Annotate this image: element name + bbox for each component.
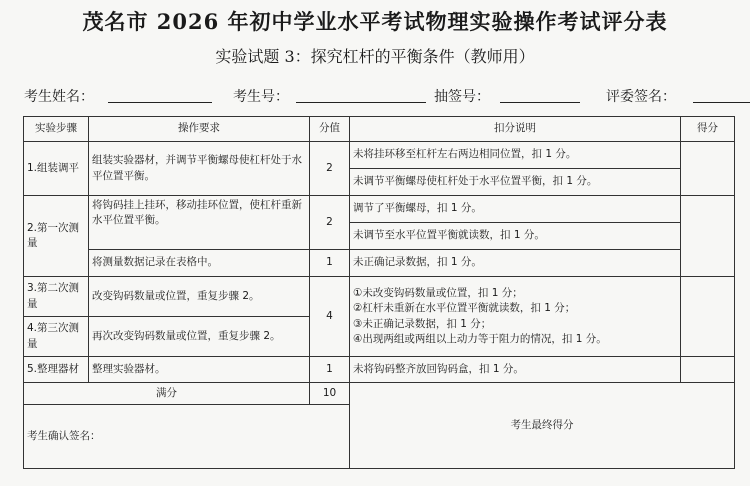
score-cell[interactable] (681, 196, 735, 277)
header-deduction: 扣分说明 (350, 117, 681, 142)
step-cell: 2.第一次测量 (24, 196, 89, 277)
points-cell: 2 (310, 142, 350, 196)
points-cell: 2 (310, 196, 350, 250)
points-cell: 4 (310, 277, 350, 357)
points-cell: 1 (310, 357, 350, 383)
examiner-sign-label: 评委签名： (606, 89, 676, 105)
page-subtitle: 实验试题 3：探究杠杆的平衡条件（教师用） (215, 47, 535, 66)
full-score-row (24, 383, 735, 405)
deduction-cell (350, 277, 681, 357)
operation-cell: 将测量数据记录在表格中。 (89, 250, 310, 277)
examiner-sign-field[interactable] (693, 102, 750, 103)
exam-no-label: 考生号： (233, 89, 289, 105)
student-name-field[interactable] (108, 102, 212, 103)
table-row (24, 357, 735, 383)
deduction-item: ①未改变钩码数量或位置，扣 1 分； (353, 287, 523, 300)
step-cell: 1.组装调平 (24, 142, 89, 196)
deduction-item: ④出现两组或两组以上动力等于阻力的情况，扣 1 分。 (353, 332, 607, 345)
draw-no-field[interactable] (500, 102, 580, 103)
deduction-cell: 未调节至水平位置平衡就读数，扣 1 分。 (350, 223, 681, 250)
score-cell[interactable] (681, 142, 735, 196)
points-cell: 1 (310, 250, 350, 277)
deduction-item: ②杠杆未重新在水平位置平衡就读数，扣 1 分； (353, 302, 576, 315)
page-title: 茂名市 2026 年初中学业水平考试物理实验操作考试评分表 (82, 9, 668, 34)
operation-cell: 改变钩码数量或位置，重复步骤 2。 (89, 277, 310, 317)
operation-cell: 整理实验器材。 (89, 357, 310, 383)
table-row (24, 196, 735, 223)
header-points: 分值 (310, 117, 350, 142)
header-operation: 操作要求 (89, 117, 310, 142)
deduction-item: ③未正确记录数据，扣 1 分； (353, 317, 492, 330)
deduction-cell: 未将挂环移至杠杆左右两边相同位置，扣 1 分。 (350, 142, 681, 169)
score-cell[interactable] (681, 277, 735, 357)
score-table (23, 116, 735, 469)
table-row (24, 277, 735, 317)
step-cell: 5.整理器材 (24, 357, 89, 383)
student-confirm-signature[interactable]: 考生确认签名： (24, 405, 350, 469)
table-row (24, 142, 735, 169)
full-score-value: 10 (310, 383, 350, 405)
table-header-row (24, 117, 735, 142)
deduction-cell: 未调节平衡螺母使杠杆处于水平位置平衡，扣 1 分。 (350, 169, 681, 196)
operation-cell: 再次改变钩码数量或位置，重复步骤 2。 (89, 317, 310, 357)
student-name-label: 考生姓名： (24, 89, 94, 105)
deduction-cell: 调节了平衡螺母，扣 1 分。 (350, 196, 681, 223)
deduction-cell: 未将钩码整齐放回钩码盒，扣 1 分。 (350, 357, 681, 383)
final-score-label: 考生最终得分 (350, 383, 735, 469)
table-row (24, 250, 735, 277)
operation-cell: 将钩码挂上挂环，移动挂环位置，使杠杆重新水平位置平衡。 (89, 196, 310, 250)
deduction-cell: 未正确记录数据，扣 1 分。 (350, 250, 681, 277)
full-score-label: 满分 (24, 383, 310, 405)
draw-no-label: 抽签号： (434, 89, 490, 105)
header-step: 实验步骤 (24, 117, 89, 142)
step-cell: 4.第三次测量 (24, 317, 89, 357)
operation-cell: 组装实验器材，并调节平衡螺母使杠杆处于水平位置平衡。 (89, 142, 310, 196)
step-cell: 3.第二次测量 (24, 277, 89, 317)
header-score: 得分 (681, 117, 735, 142)
score-cell[interactable] (681, 357, 735, 383)
exam-no-field[interactable] (296, 102, 426, 103)
